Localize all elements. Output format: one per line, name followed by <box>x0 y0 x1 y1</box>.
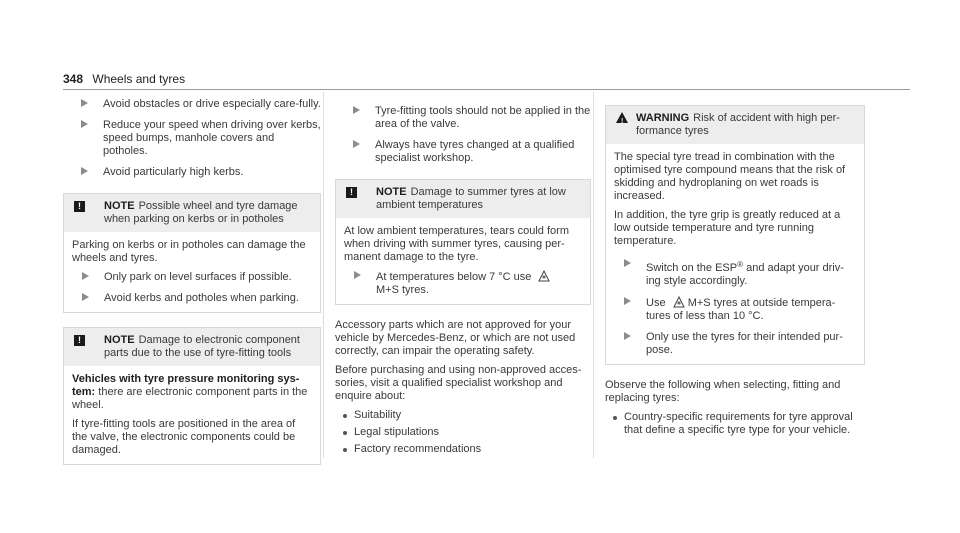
note-icon: ! <box>74 335 85 346</box>
arrow-bullet-icon <box>353 106 360 114</box>
warning-header <box>606 106 864 144</box>
paragraph: Before purchasing and using non-approved acces-sories, visit a qualified specialist workshop and enquire about: <box>335 364 582 402</box>
note-box <box>63 193 321 313</box>
chapter-title: Wheels and tyres <box>92 72 186 86</box>
note-icon: ! <box>346 187 357 198</box>
note-icon: ! <box>74 201 85 212</box>
note-keyword: NOTE <box>376 186 407 198</box>
column-3 <box>605 105 865 441</box>
list-item: Avoid particularly high kerbs. <box>63 166 321 179</box>
column-divider <box>323 92 324 458</box>
note-box <box>335 179 591 305</box>
warning-keyword: WARNING <box>636 112 690 124</box>
arrow-bullet-icon <box>624 332 631 340</box>
note-heading: Damage to electronic component parts due to the use of tyre-fitting tools <box>104 334 300 359</box>
warning-box <box>605 105 865 365</box>
mountain-snowflake-icon <box>538 270 550 282</box>
column-divider <box>593 92 594 458</box>
note-header <box>64 328 320 366</box>
list-item: Factory recommendations <box>335 443 591 456</box>
list-item: Use M+S tyres at outside tempera-tures of less than 10 °C. <box>614 296 856 323</box>
note-heading: Possible wheel and tyre damage when parking on kerbs or in potholes <box>104 200 298 225</box>
warning-triangle-icon: ! <box>616 112 628 123</box>
note-keyword: NOTE <box>104 200 135 212</box>
arrow-bullet-icon <box>82 293 89 301</box>
note-body: Vehicles with tyre pressure monitoring sys-tem: there are electronic component parts in the wheel. If tyre-fitting tools are positioned in the area of the valve, the electronic components could be damaged. <box>72 373 308 456</box>
note-header <box>64 194 320 232</box>
paragraph: Accessory parts which are not approved for your vehicle by Mercedes-Benz, or which are not used correctly, can impair the operating safety. <box>335 319 576 357</box>
note-heading: Damage to summer tyres at low ambient temperatures <box>376 186 566 211</box>
column-2 <box>335 105 591 460</box>
list-item: Only park on level surfaces if possible. <box>72 271 312 284</box>
warning-heading: Risk of accident with high per-formance tyres <box>636 112 840 137</box>
list-item: Suitability <box>335 409 591 422</box>
page-number: 348 <box>63 72 84 86</box>
arrow-bullet-icon <box>81 167 88 175</box>
list-item: Tyre-fitting tools should not be applied in the area of the valve. <box>335 105 591 131</box>
arrow-bullet-icon <box>624 297 631 305</box>
list-item: Switch on the ESP® and adapt your driv-ing style accordingly. <box>614 258 856 288</box>
list-item: Reduce your speed when driving over kerbs, speed bumps, manhole covers and potholes. <box>63 119 321 158</box>
arrow-bullet-icon <box>624 259 631 267</box>
note-box <box>63 327 321 465</box>
header-rule <box>63 89 910 90</box>
note-header <box>336 180 590 218</box>
column-1 <box>63 98 321 473</box>
arrow-bullet-icon <box>354 271 361 279</box>
note-body: At low ambient temperatures, tears could form when driving with summer tyres, causing per-manent damage to the tyre. At temperatures below 7 °C use M+S tyres. <box>336 218 590 304</box>
arrow-bullet-icon <box>82 272 89 280</box>
list-item: Only use the tyres for their intended pur-pose. <box>614 331 856 357</box>
list-item: Avoid obstacles or drive especially care-fully. <box>63 98 321 111</box>
paragraph: Observe the following when selecting, fitting and replacing tyres: <box>605 379 841 404</box>
list-item: Legal stipulations <box>335 426 591 439</box>
arrow-bullet-icon <box>81 120 88 128</box>
mountain-snowflake-icon <box>673 296 685 308</box>
note-body: Parking on kerbs or in potholes can damage the wheels and tyres. Only park on level surfaces if possible. Avoid kerbs and potholes when parking. <box>64 232 320 312</box>
list-item: Avoid kerbs and potholes when parking. <box>72 292 312 305</box>
page-header <box>63 72 185 86</box>
list-item: Always have tyres changed at a qualified specialist workshop. <box>335 139 591 165</box>
arrow-bullet-icon <box>81 99 88 107</box>
note-keyword: NOTE <box>104 334 135 346</box>
list-item: Country-specific requirements for tyre approval that define a specific tyre type for your vehicle. <box>605 411 865 437</box>
arrow-bullet-icon <box>353 140 360 148</box>
warning-body: The special tyre tread in combination with the optimised tyre compound means that the risk of skidding and hydroplaning on wet roads is increased. In addition, the tyre grip is greatly reduced at a low outside temperature and tyre running temperature. Switch on the ESP® and adapt your driv-ing style accordingly. Use M+S tyres at outside tempera-tures of less than 10 °C. Only use the tyres for their intended pur-pose. <box>606 144 864 364</box>
list-item: At temperatures below 7 °C use M+S tyres. <box>344 270 582 297</box>
